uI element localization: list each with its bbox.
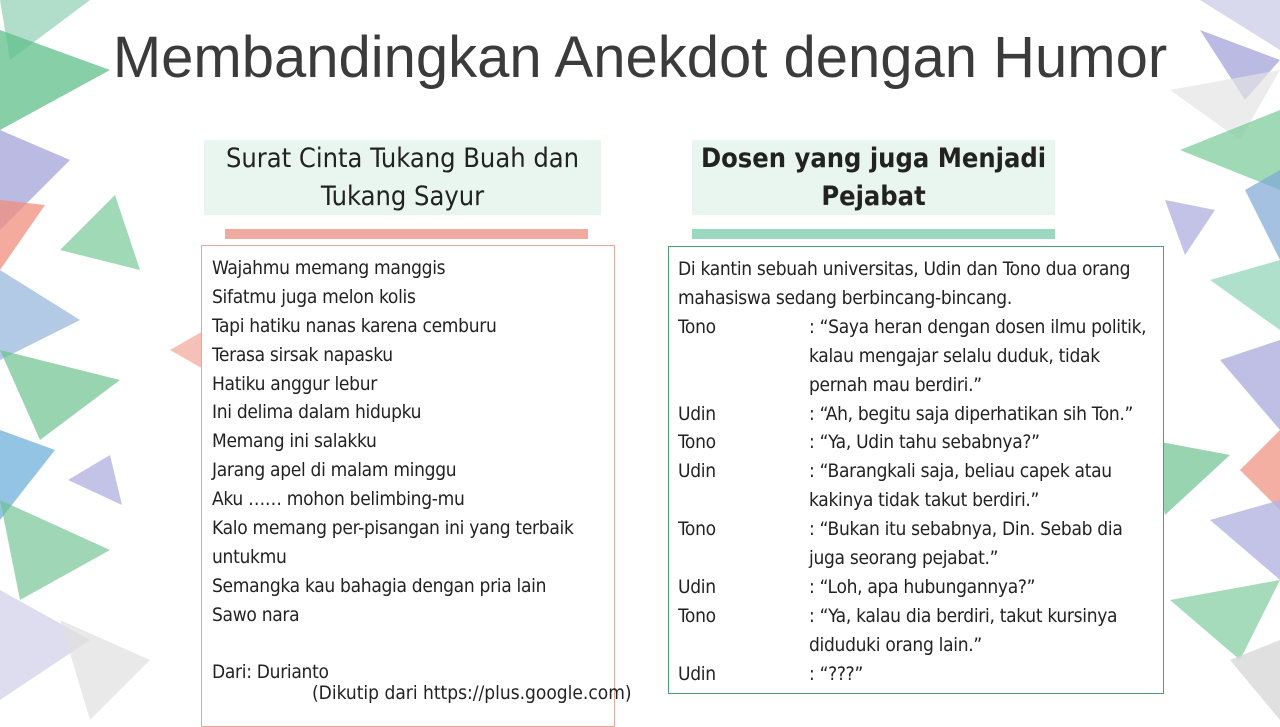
speaker-name: Tono [678, 518, 716, 541]
dialog-row [678, 428, 1156, 457]
right-accent-bar [692, 229, 1055, 239]
citation: (Dikutip dari https://plus.google.com) [312, 682, 632, 704]
poem-box [201, 245, 632, 727]
poem-line: Jarang apel di malam minggu [212, 459, 457, 482]
speaker-line: : “Ya, Udin tahu sebabnya?” [809, 431, 1040, 454]
speaker-line: : “Ya, kalau dia berdiri, takut kursinya diduduki orang lain.” [809, 604, 1118, 656]
poem-line: Memang ini salakku [212, 430, 377, 453]
poem-signature: Dari: Durianto [212, 661, 329, 684]
speaker-name: Udin [678, 662, 716, 685]
poem-line: Ini delima dalam hidupku [212, 401, 422, 424]
poem-line: Semangka kau bahagia dengan pria lain [212, 574, 547, 597]
dialog-row [678, 313, 1156, 400]
speaker-line: : “Barangkali saja, beliau capek atau kakinya tidak takut berdiri.” [809, 460, 1112, 512]
slide-title: Membandingkan Anekdot dengan Humor [112, 25, 1168, 90]
speaker-name: Tono [678, 315, 716, 338]
poem-line: untukmu [212, 545, 287, 568]
dialog-row [678, 515, 1156, 573]
speaker-line: : “Saya heran dengan dosen ilmu politik, kalau mengajar selalu duduk, tidak pernah mau berdiri.” [809, 315, 1147, 396]
left-header: Surat Cinta Tukang Buah dan Tukang Sayur [204, 140, 601, 215]
poem-line: Sawo nara [212, 603, 300, 626]
poem-line: Kalo memang per-pisangan ini yang terbaik [212, 517, 574, 540]
dialog-row [678, 660, 1156, 689]
poem-line: Hatiku anggur lebur [212, 372, 377, 395]
dialog-intro: Di kantin sebuah universitas, Udin dan Tono dua orang mahasiswa sedang berbincang-bincang. [678, 258, 1131, 309]
speaker-name: Udin [678, 460, 716, 483]
speaker-line: : “Ah, begitu saja diperhatikan sih Ton.” [809, 402, 1134, 425]
right-header: Dosen yang juga Menjadi Pejabat [692, 140, 1055, 215]
poem-line [212, 630, 574, 659]
speaker-name: Udin [678, 402, 716, 425]
speaker-name: Tono [678, 431, 716, 454]
speaker-name: Udin [678, 575, 716, 598]
speaker-line: : “???” [809, 662, 864, 685]
dialog-row [678, 400, 1156, 429]
poem-line: Wajahmu memang manggis [212, 257, 446, 279]
speaker-name: Tono [678, 604, 716, 627]
dialog-text [678, 255, 1156, 689]
poem-line: Sifatmu juga melon kolis [212, 285, 416, 308]
poem-line: Tapi hatiku nanas karena cemburu [212, 314, 497, 337]
poem-line: Aku …… mohon belimbing-mu [212, 488, 465, 511]
poem-line: Terasa sirsak napasku [212, 343, 393, 366]
dialog-box [668, 246, 1164, 694]
poem-text [212, 254, 574, 687]
dialog-row [678, 457, 1156, 515]
speaker-line: : “Bukan itu sebabnya, Din. Sebab dia juga seorang pejabat.” [809, 518, 1123, 570]
left-accent-bar [225, 229, 588, 239]
dialog-row [678, 573, 1156, 602]
dialog-row [678, 602, 1156, 660]
speaker-line: : “Loh, apa hubungannya?” [809, 575, 1036, 598]
